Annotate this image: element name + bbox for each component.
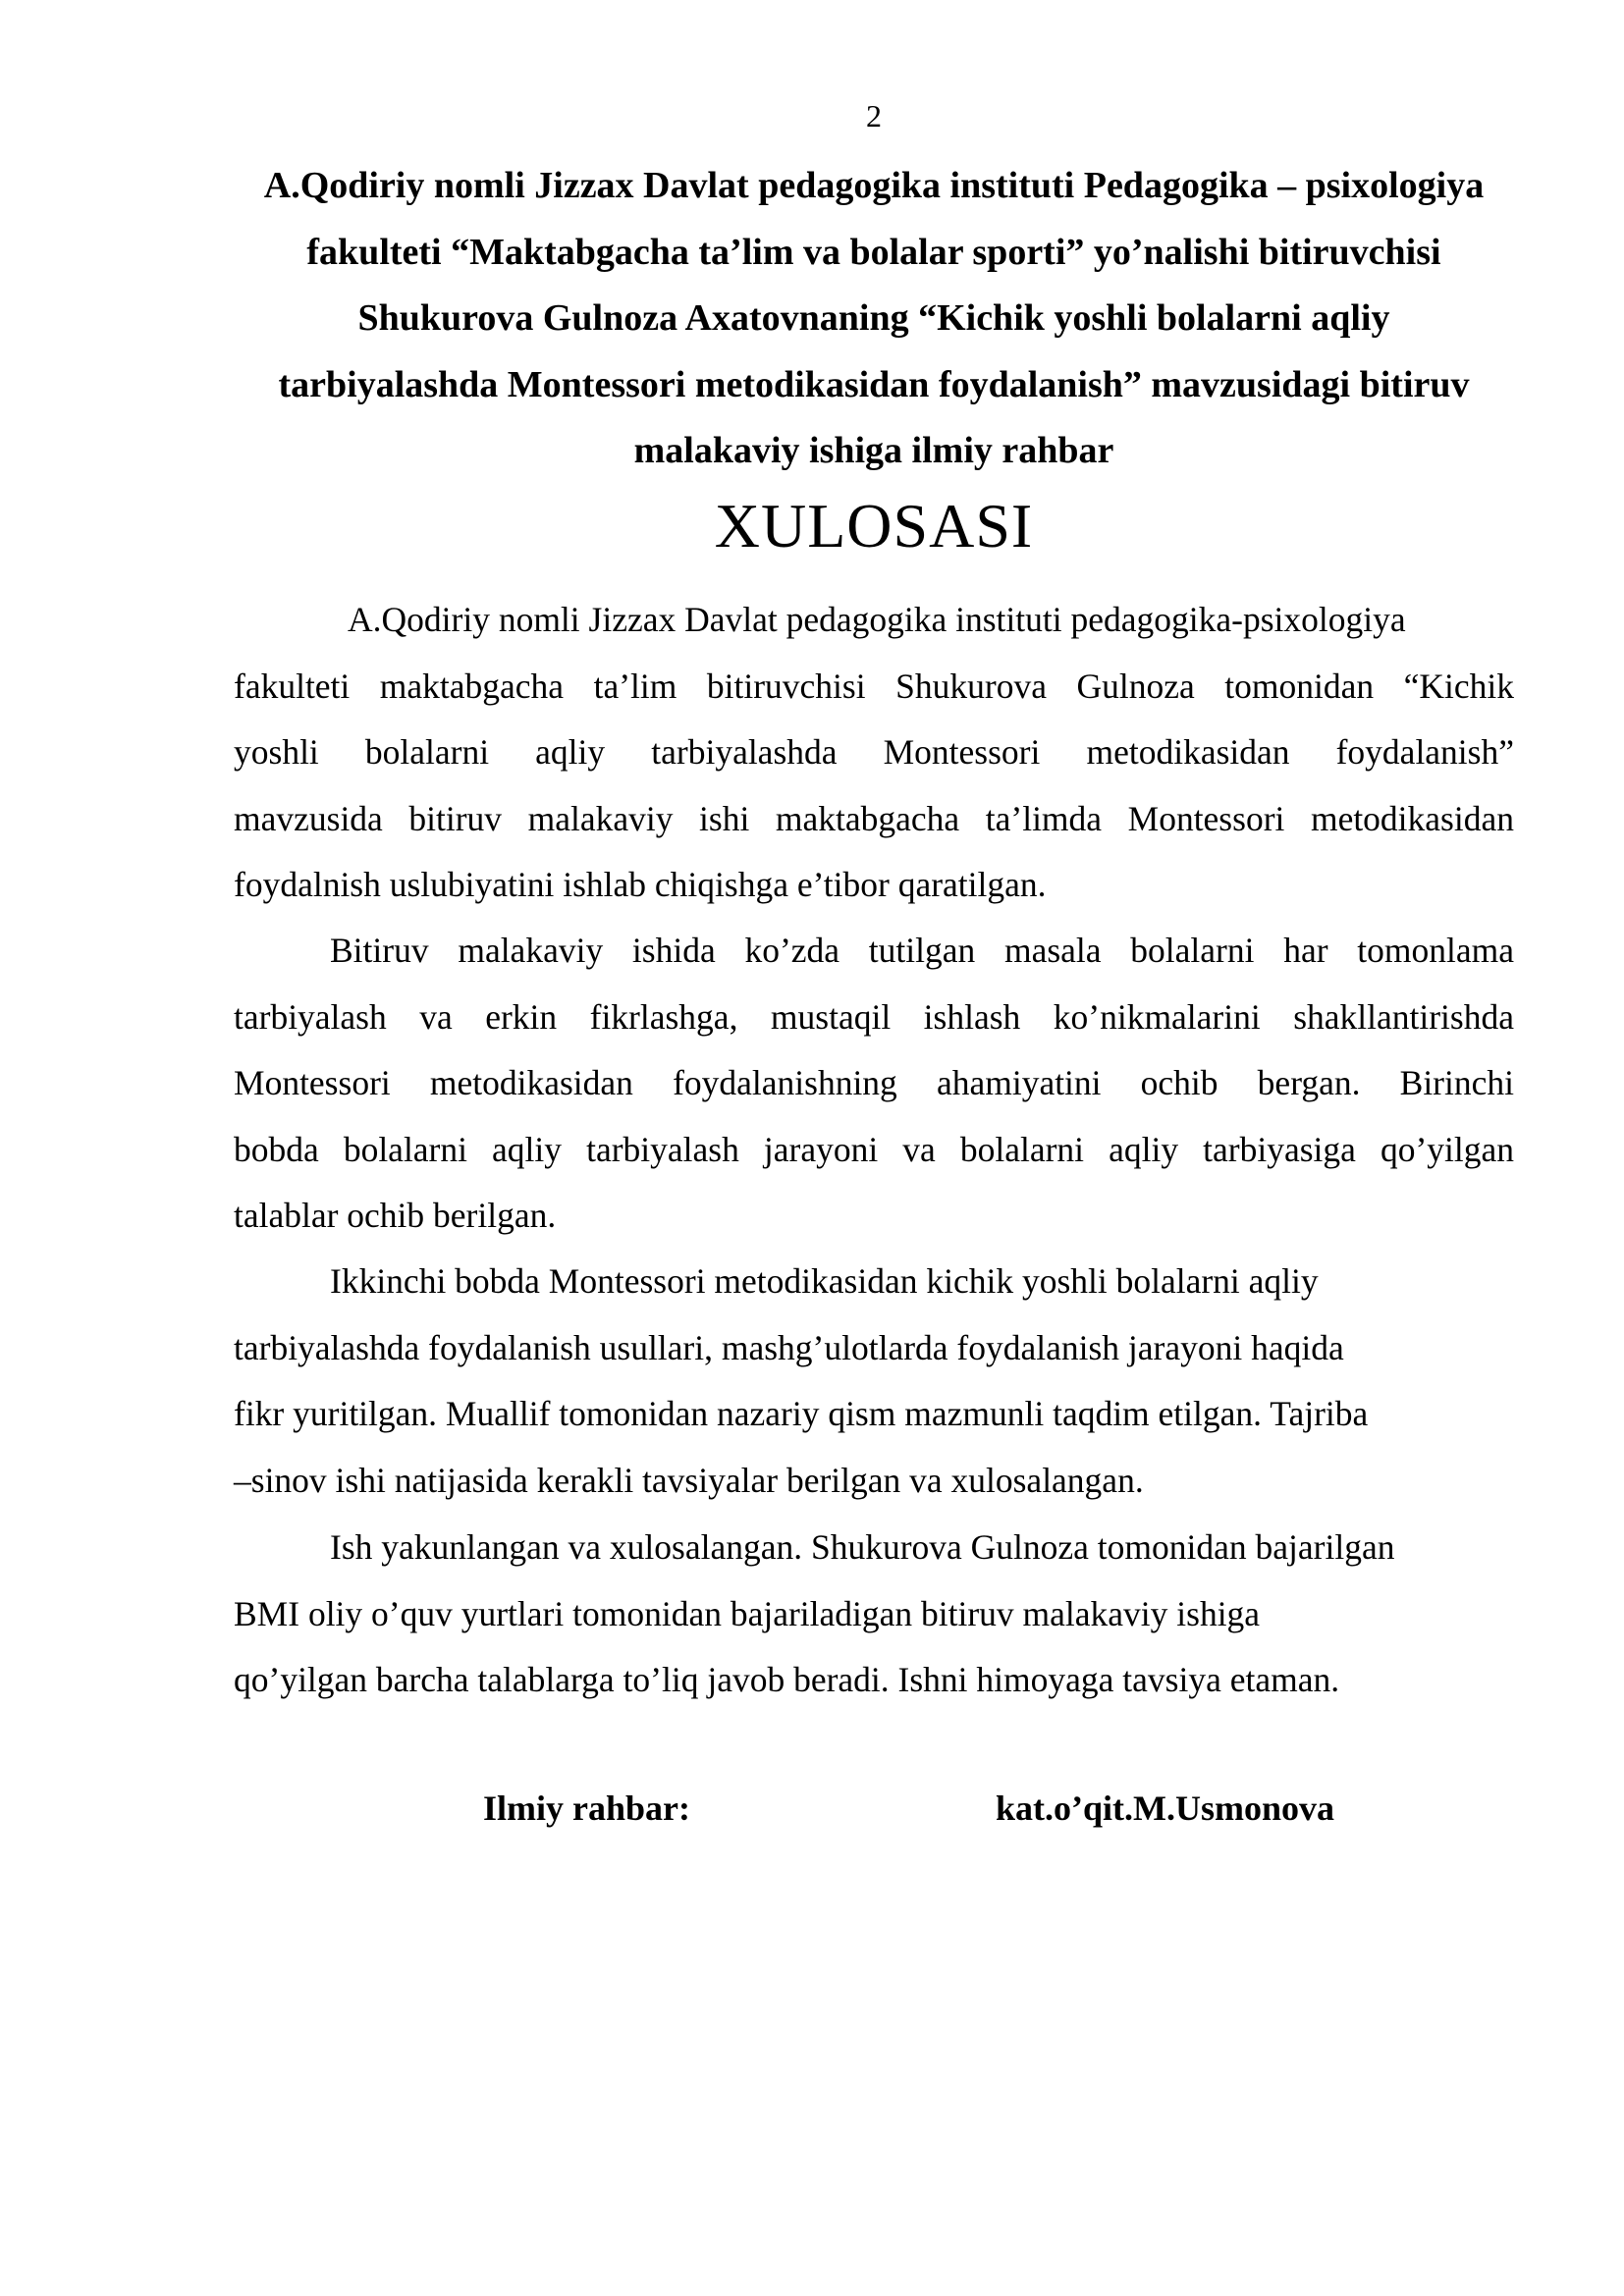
paragraph-line: fakulteti maktabgacha ta’lim bitiruvchisi Shukurova Gulnoza tomonidan “Kichik xyxy=(234,666,1514,706)
paragraph-line: Ish yakunlangan va xulosalangan. Shukurova Gulnoza tomonidan bajarilgan xyxy=(330,1527,1395,1567)
paragraph-line: foydalnish uslubiyatini ishlab chiqishga e’tibor qaratilgan. xyxy=(234,865,1047,904)
document-heading xyxy=(236,153,1512,485)
paragraph-line: mavzusida bitiruv malakaviy ishi maktabgacha ta’limda Montessori metodikasidan xyxy=(234,798,1514,838)
paragraph-line: BMI oliy o’quv yurtlari tomonidan bajariladigan bitiruv malakaviy ishiga xyxy=(234,1593,1261,1633)
paragraph-second-chapter xyxy=(234,1249,1514,1514)
paragraph-line: talablar ochib berilgan. xyxy=(234,1196,557,1235)
heading-line: tarbiyalashda Montessori metodikasidan foydalanish” mavzusidagi bitiruv xyxy=(278,363,1470,405)
signature-name: kat.o’qit.M.Usmonova xyxy=(996,1789,1335,1828)
document-title: XULOSASI xyxy=(714,491,1034,561)
heading-line: malakaviy ishiga ilmiy rahbar xyxy=(633,430,1114,471)
paragraph-line: Bitiruv malakaviy ishida ko’zda tutilgan masala bolalarni har tomonlama xyxy=(330,931,1514,970)
paragraph-line: qo’yilgan barcha talablarga to’liq javob beradi. Ishni himoyaga tavsiya etaman. xyxy=(234,1660,1340,1699)
paragraph-line: A.Qodiriy nomli Jizzax Davlat pedagogika instituti pedagogika-psixologiya xyxy=(348,600,1406,639)
signature-label: Ilmiy rahbar: xyxy=(483,1789,690,1828)
paragraph-line: Ikkinchi bobda Montessori metodikasidan kichik yoshli bolalarni aqliy xyxy=(330,1261,1319,1301)
paragraph-line: –sinov ishi natijasida kerakli tavsiyalar berilgan va xulosalangan. xyxy=(234,1460,1144,1500)
paragraph-line: fikr yuritilgan. Muallif tomonidan nazariy qism mazmunli taqdim etilgan. Tajriba xyxy=(234,1394,1369,1433)
heading-line: fakulteti “Maktabgacha ta’lim va bolalar sporti” yo’nalishi bitiruvchisi xyxy=(306,231,1441,273)
signature-block xyxy=(0,1779,1624,1838)
paragraph-conclusion xyxy=(234,1515,1514,1714)
paragraph-line: yoshli bolalarni aqliy tarbiyalashda Montessori metodikasidan foydalanish” xyxy=(234,732,1514,772)
paragraph-line: bobda bolalarni aqliy tarbiyalash jarayoni va bolalarni aqliy tarbiyasiga qo’yilgan xyxy=(234,1129,1514,1169)
paragraph-first-chapter xyxy=(234,918,1514,1250)
heading-line: Shukurova Gulnoza Axatovnaning “Kichik yoshli bolalarni aqliy xyxy=(357,297,1390,339)
paragraph-line: tarbiyalashda foydalanish usullari, mashg’ulotlarda foydalanish jarayoni haqida xyxy=(234,1327,1344,1367)
paragraph-line: tarbiyalash va erkin fikrlashga, mustaqil ishlash ko’nikmalarini shakllantirishda xyxy=(234,996,1514,1037)
page-number: 2 xyxy=(866,98,882,133)
paragraph-line: Montessori metodikasidan foydalanishning ahamiyatini ochib bergan. Birinchi xyxy=(234,1063,1514,1102)
paragraph-intro xyxy=(234,587,1514,919)
heading-line: A.Qodiriy nomli Jizzax Davlat pedagogika instituti Pedagogika – psixologiya xyxy=(263,165,1485,206)
